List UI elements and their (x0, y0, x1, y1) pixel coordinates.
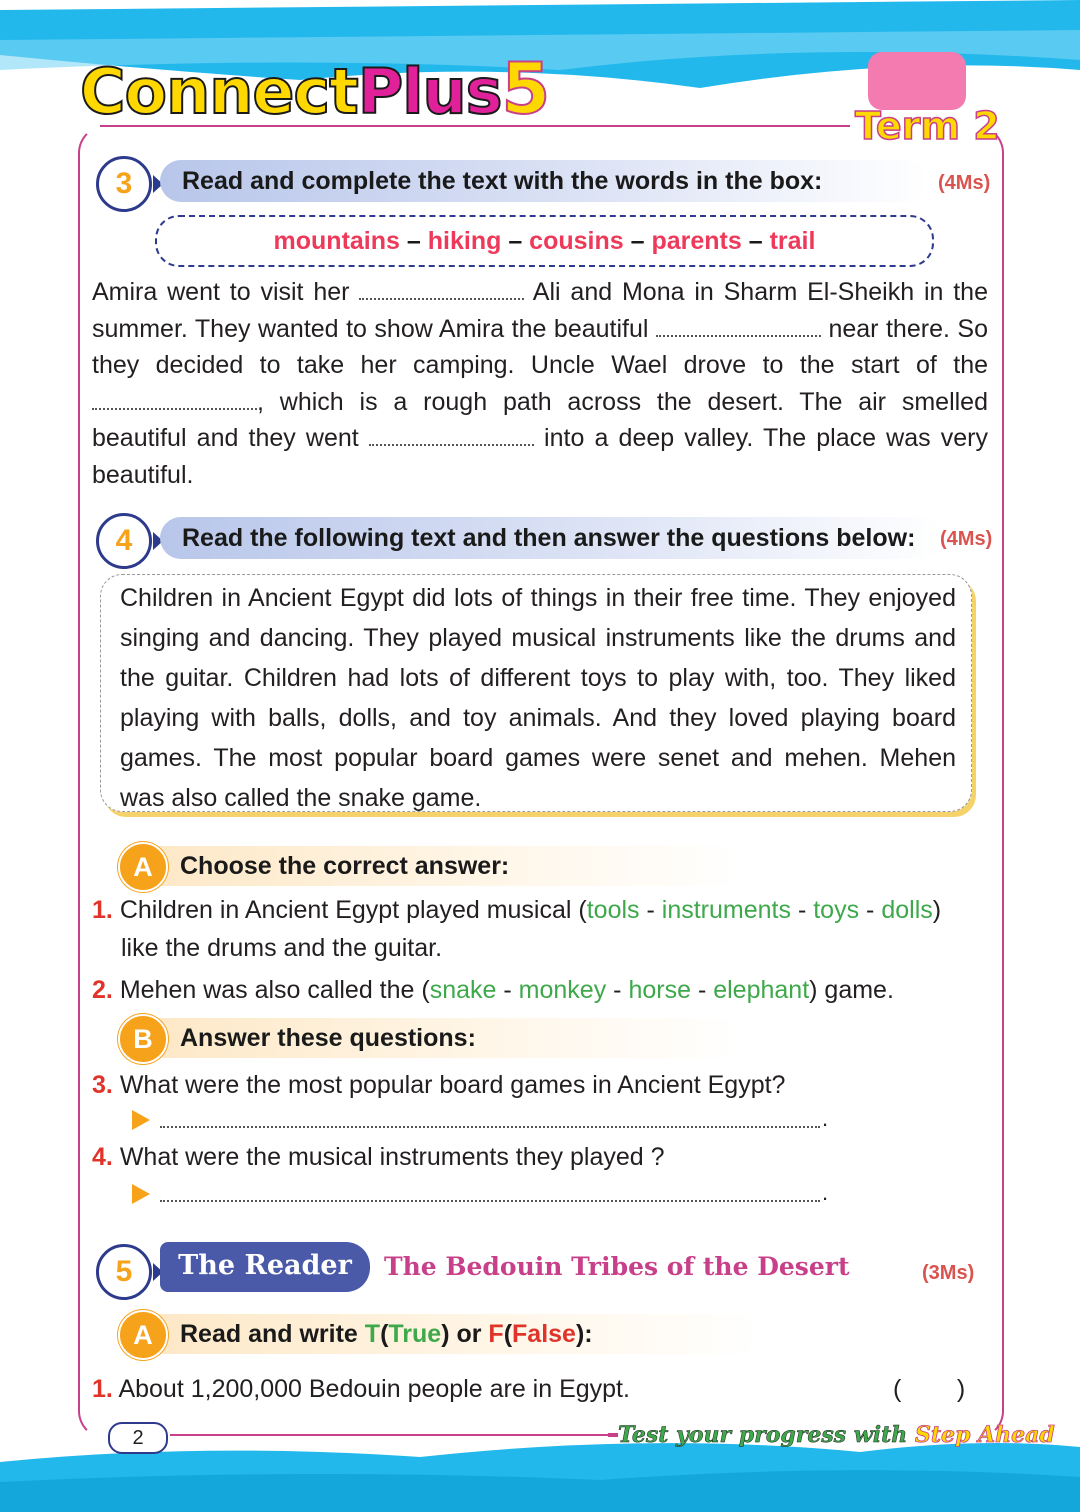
question-1-number: 1. (92, 896, 113, 924)
answer-end-period: . (822, 1180, 829, 1205)
question-4-text: What were the musical instruments they played ? (119, 1143, 665, 1171)
section-3-text (92, 274, 988, 493)
section-3-instruction: Read and complete the text with the words in the box: (160, 160, 927, 202)
play-arrow-icon (132, 1110, 150, 1130)
true-word: True (388, 1320, 442, 1348)
answer-dotted-line (160, 1126, 820, 1128)
word-separator: – (406, 227, 421, 255)
question-1-text: Children in Ancient Egypt played musical ( (119, 896, 587, 924)
word-box (155, 215, 934, 267)
part-a-badge: A (118, 842, 168, 892)
text-part-3: near there. So they decided to take her camping. Uncle Wael drove to the start of the (92, 314, 988, 379)
reading-passage: Children in Ancient Egypt did lots of things in their free time. They enjoyed singing and dancing. They played musical instruments like the drums and the guitar. Children had lots of different toys to play with, too. They liked playing with balls, dolls, and toy animals. And they loved playing board games. The most popular board games were senet and mehen. Mehen was also called the snake game. (120, 584, 956, 812)
option-dolls[interactable]: dolls (881, 896, 933, 924)
word-hiking: hiking (427, 227, 502, 255)
section-3-marks: (4Ms) (938, 172, 991, 194)
text-part-5: into a deep valley. The place was very beautiful. (92, 424, 988, 489)
footer-slogan (618, 1422, 1055, 1448)
tf-question-1-text: About 1,200,000 Bedouin people are in Egypt. (118, 1375, 630, 1403)
book-logo (80, 48, 549, 130)
option-separator: - (503, 976, 512, 1004)
text-part-2: Ali and Mona in Sharm El-Sheikh in the summer. They wanted to show Amira the beautiful (92, 278, 988, 343)
logo-main: Connect (80, 55, 358, 128)
logo-plus: Plus (357, 55, 502, 128)
frame-bottom-line (170, 1434, 615, 1436)
section-5-part-a-badge: A (118, 1310, 168, 1360)
word-separator: – (630, 227, 645, 255)
question-4 (92, 1138, 665, 1176)
blank-3[interactable] (92, 408, 257, 410)
question-1-line-2: like the drums and the guitar. (121, 934, 443, 962)
option-separator: - (613, 976, 622, 1004)
text-part-1: Amira went to visit her (92, 278, 350, 306)
true-letter: T (364, 1320, 381, 1348)
option-tools[interactable]: tools (586, 896, 640, 924)
section-4-instruction: Read the following text and then answer the questions below: (160, 517, 942, 559)
section-4-number: 4 (96, 513, 152, 569)
word-trail: trail (769, 227, 816, 255)
tf-question-1 (92, 1370, 630, 1408)
answer-end-period: . (822, 1106, 829, 1131)
option-horse[interactable]: horse (628, 976, 691, 1004)
option-monkey[interactable]: monkey (518, 976, 607, 1004)
false-letter: F (488, 1320, 504, 1348)
false-word: False (512, 1320, 576, 1348)
word-separator: – (748, 227, 763, 255)
option-separator: - (697, 976, 707, 1004)
question-2-text: Mehen was also called the ( (119, 976, 430, 1004)
part-a-title: Choose the correct answer: (120, 846, 740, 886)
text-part-4: , which is a rough path across the desert. The air smelled beautiful and they went (92, 387, 988, 452)
word-cousins: cousins (529, 227, 624, 255)
tf-instruction: Read and write (180, 1320, 358, 1348)
word-mountains: mountains (273, 227, 400, 255)
question-2-number: 2. (92, 976, 113, 1004)
blank-4[interactable] (369, 444, 534, 446)
question-3-text: What were the most popular board games in Ancient Egypt? (119, 1071, 786, 1099)
term-tab (868, 52, 966, 110)
question-3-number: 3. (92, 1071, 113, 1099)
logo-number: 5 (501, 48, 550, 130)
blank-2[interactable] (656, 335, 821, 337)
option-snake[interactable]: snake (429, 976, 497, 1004)
play-arrow-icon (132, 1184, 150, 1204)
option-elephant[interactable]: elephant (713, 976, 810, 1004)
word-parents: parents (651, 227, 742, 255)
question-1 (92, 891, 972, 929)
section-5-marks: (3Ms) (922, 1262, 975, 1284)
footer-slogan-text: Test your progress with (618, 1422, 908, 1448)
section-5-part-a-title: Read and write T(True) or F(False): (120, 1314, 760, 1354)
footer-brand: Step Ahead (914, 1422, 1055, 1448)
or-word: or (456, 1320, 482, 1348)
section-5-number: 5 (96, 1244, 152, 1300)
option-separator: - (646, 896, 655, 924)
question-3 (92, 1066, 785, 1104)
footer-tick (608, 1433, 618, 1437)
page-number: 2 (108, 1422, 168, 1454)
reader-tag: The Reader (160, 1242, 370, 1292)
question-4-number: 4. (92, 1143, 113, 1171)
tf-answer-brackets[interactable]: ( ) (893, 1375, 966, 1403)
option-separator: - (797, 896, 807, 924)
question-2 (92, 971, 972, 1009)
word-separator: – (508, 227, 523, 255)
section-3-number: 3 (96, 156, 152, 212)
option-separator: - (866, 896, 875, 924)
part-b-title: Answer these questions: (120, 1018, 740, 1058)
part-b-badge: B (118, 1014, 168, 1064)
question-2-close: ) game. (809, 976, 894, 1004)
section-4-marks: (4Ms) (940, 528, 993, 550)
answer-dotted-line (160, 1200, 820, 1202)
reader-title: The Bedouin Tribes of the Desert (384, 1252, 850, 1281)
blank-1[interactable] (359, 298, 524, 300)
term-label: Term 2 (855, 104, 1000, 148)
tf-question-1-number: 1. (92, 1375, 113, 1403)
question-1-close: ) (932, 896, 942, 924)
option-instruments[interactable]: instruments (661, 896, 791, 924)
option-toys[interactable]: toys (813, 896, 860, 924)
